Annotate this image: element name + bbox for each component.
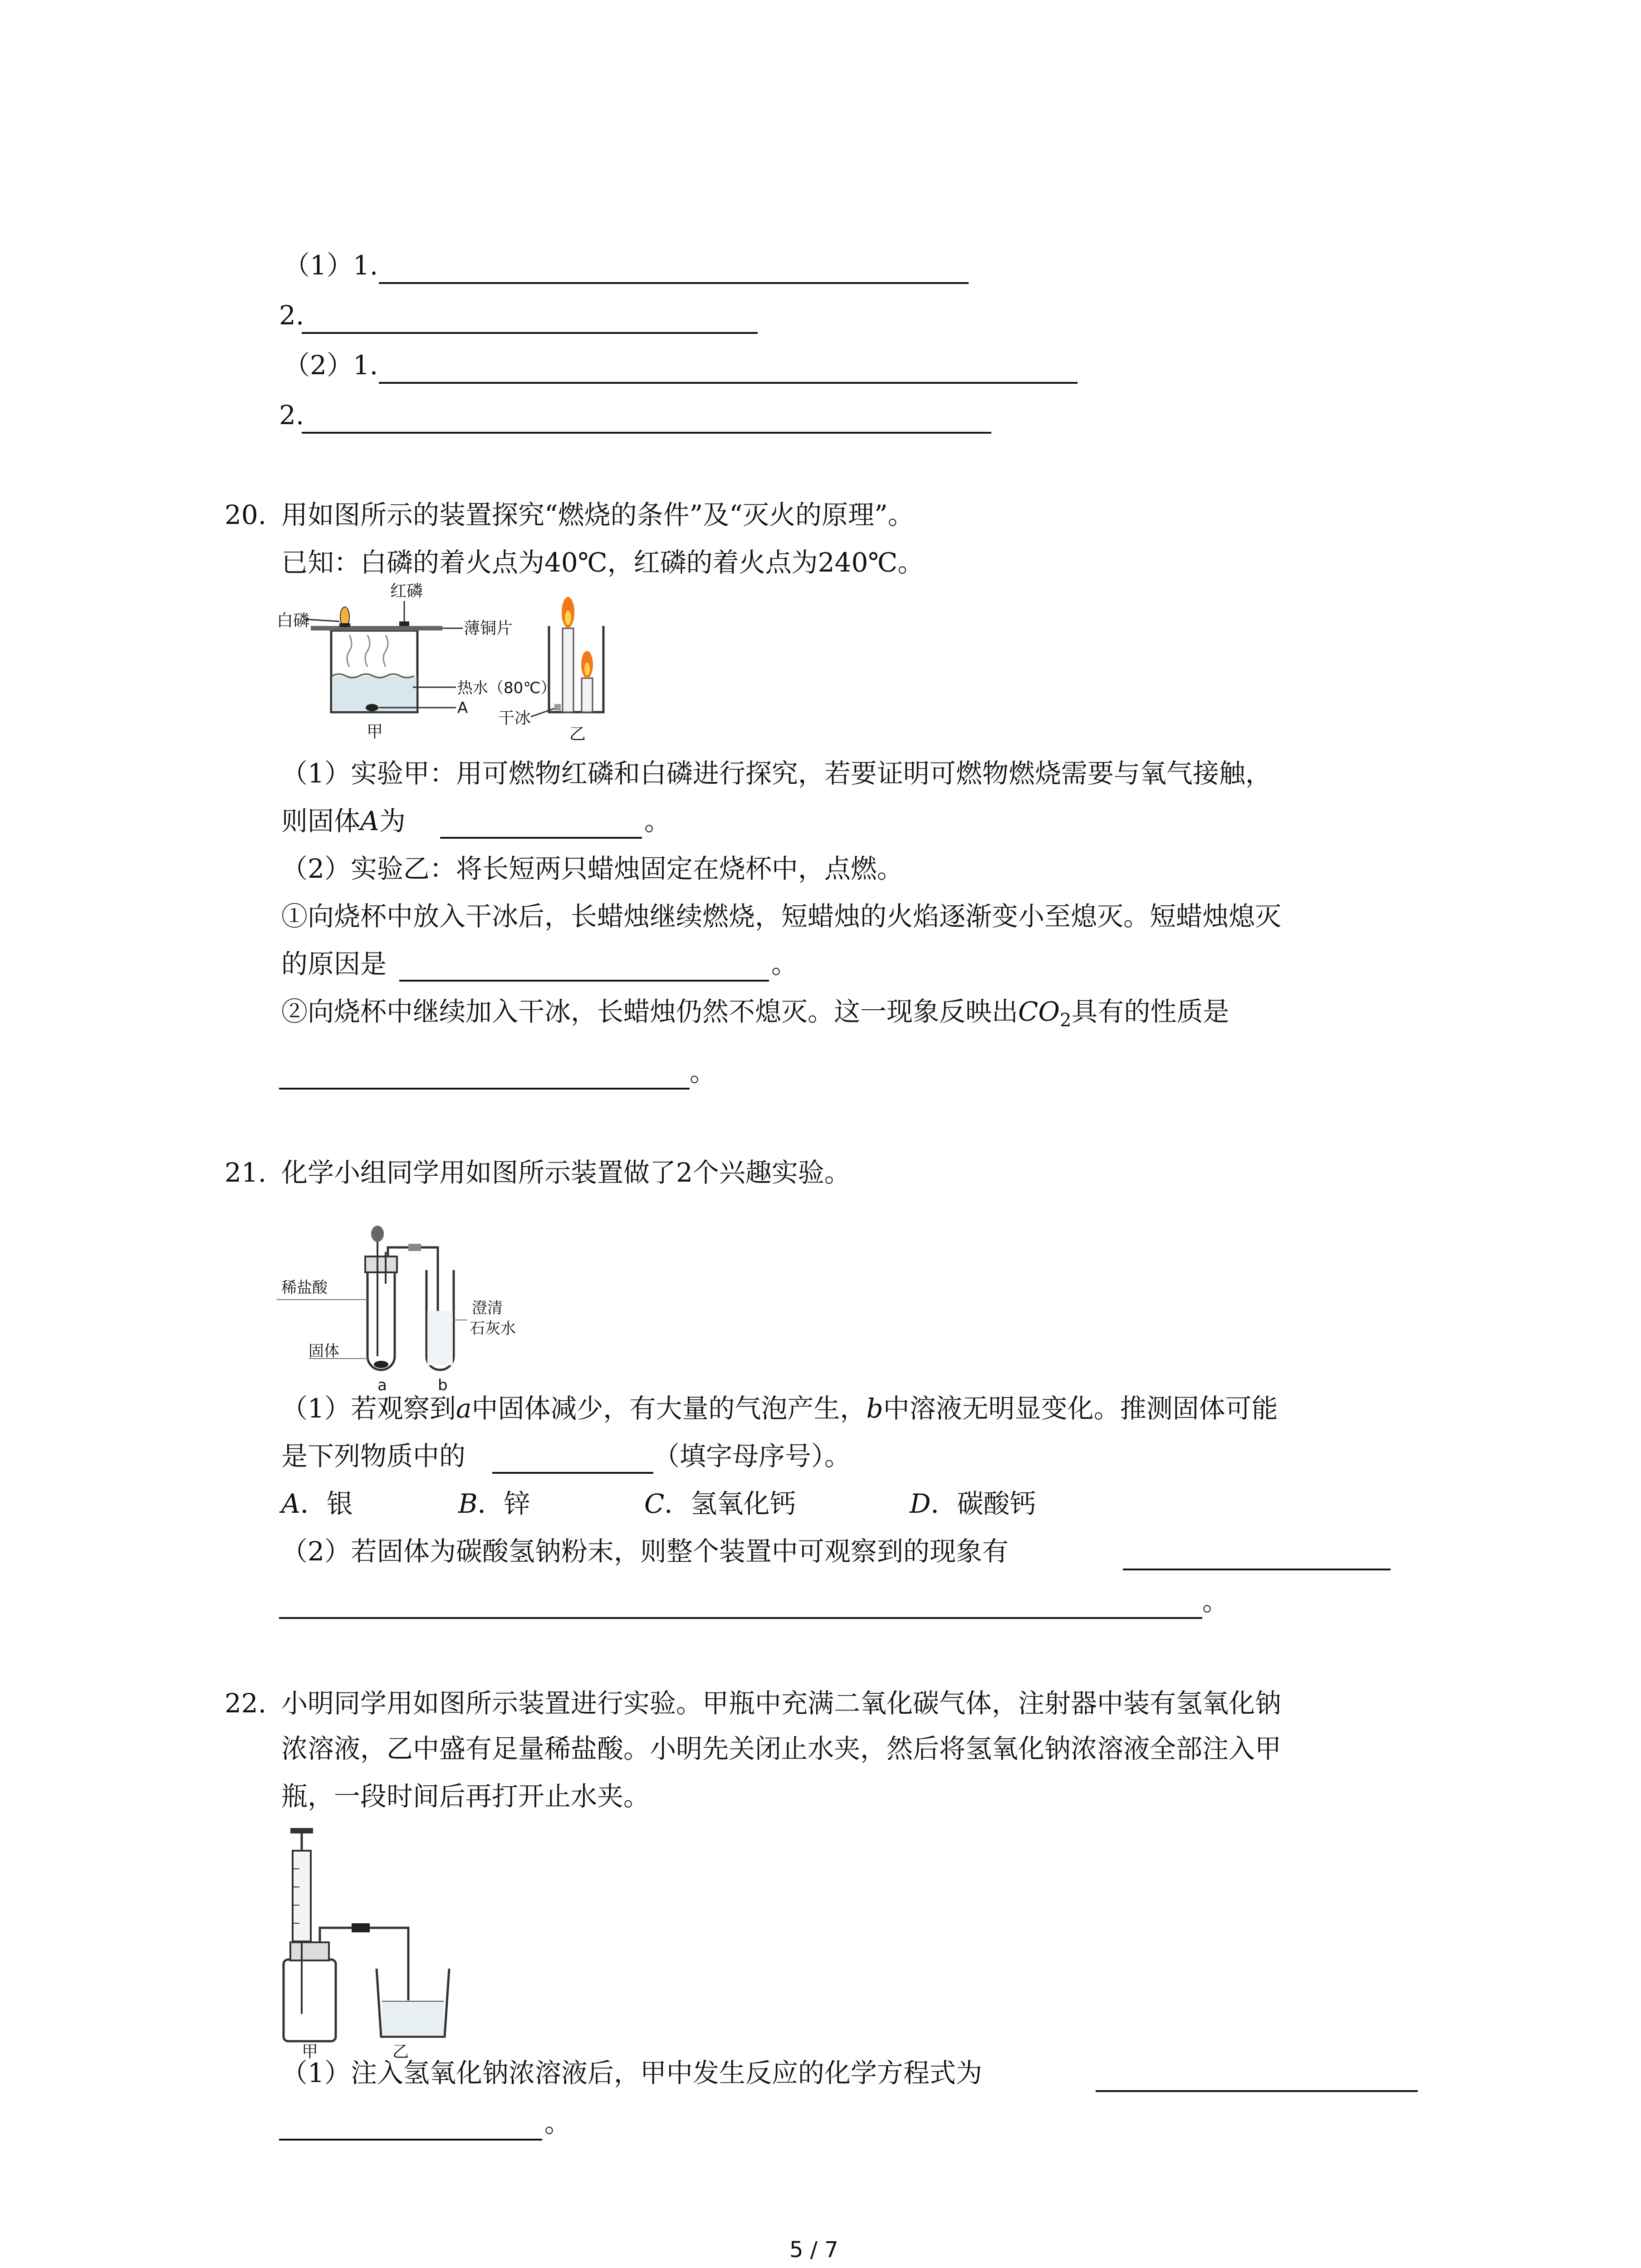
figure-combustion-apparatus [277, 576, 649, 767]
answer-blank-equation-cont[interactable] [279, 2139, 542, 2141]
punct: 。 [690, 1056, 716, 1087]
question-stem-line1: 小明同学用如图所示装置进行实验。甲瓶中充满二氧化碳气体，注射器中装有氢氧化钠 [281, 1688, 1282, 1719]
question-number: 20. [225, 499, 267, 530]
q20-part1-line2 [281, 803, 406, 839]
option-text: ．银 [300, 1488, 353, 1519]
question-stem: 化学小组同学用如图所示装置做了2个兴趣实验。 [281, 1157, 851, 1188]
label-copper-sheet: 薄铜片 [464, 619, 513, 638]
text-segment: 中溶液无明显变化。推测固体可能 [883, 1393, 1278, 1424]
option-letter: D [910, 1488, 931, 1519]
q20-part2-sub1-line2: 的原因是 [281, 948, 387, 979]
page-number: 5 / 7 [789, 2237, 838, 2263]
text-segment: 为 [379, 806, 406, 836]
figure-test-tubes [277, 1220, 572, 1397]
q20-part2: （2）实验乙：将长短两只蜡烛固定在烧杯中，点燃。 [281, 853, 903, 884]
q21-part2: （2）若固体为碳酸氢钠粉末，则整个装置中可观察到的现象有 [281, 1536, 1009, 1567]
answer-blank-equation[interactable] [1096, 2090, 1418, 2092]
label-solid: 固体 [309, 1342, 339, 1360]
variable-a: A [360, 806, 379, 836]
q21-option-d [910, 1486, 1036, 1522]
answer-blank[interactable] [302, 332, 758, 334]
option-text: ．锌 [477, 1488, 530, 1519]
text-segment: 中固体减少，有大量的气泡产生， [471, 1393, 867, 1424]
answer-blank-phenomena[interactable] [1123, 1569, 1391, 1570]
label-dilute-hcl: 稀盐酸 [281, 1279, 328, 1297]
answer-line-label: （2）1. [284, 350, 378, 381]
q21-part1-line1 [281, 1390, 1278, 1427]
q20-part2-sub1-line1: ①向烧杯中放入干冰后，长蜡烛继续燃烧，短蜡烛的火焰逐渐变小至熄灭。短蜡烛熄灭 [281, 901, 1282, 932]
option-letter: B [458, 1488, 478, 1519]
option-text: ．氢氧化钙 [664, 1488, 796, 1519]
question-stem: 用如图所示的装置探究“燃烧的条件”及“灭火的原理”。 [281, 499, 914, 530]
answer-blank-short-candle[interactable] [399, 980, 769, 982]
answer-line-label: 2. [279, 300, 304, 331]
question-number: 21. [225, 1157, 267, 1188]
label-jia: 甲 [367, 723, 383, 741]
question-known: 已知：白磷的着火点为40℃，红磷的着火点为240℃。 [281, 547, 924, 578]
label-tube-a: a [377, 1376, 387, 1394]
q21-part1-line2-a: 是下列物质中的 [281, 1441, 466, 1471]
punct: 。 [1202, 1586, 1229, 1617]
q21-option-a [281, 1486, 353, 1522]
answer-blank-co2-property[interactable] [279, 1088, 690, 1090]
label-bottle-jia: 甲 [302, 2043, 318, 2059]
punct: 。 [544, 2107, 571, 2138]
label-white-phosphorus: 白磷 [277, 611, 310, 630]
q21-option-b [458, 1486, 530, 1522]
answer-blank-phenomena-cont[interactable] [279, 1617, 1202, 1619]
answer-blank[interactable] [379, 382, 1078, 384]
option-letter: C [644, 1488, 665, 1519]
label-hot-water: 热水（80℃） [457, 679, 556, 697]
question-stem-line3: 瓶，一段时间后再打开止水夹。 [281, 1781, 650, 1812]
option-text: ．碳酸钙 [931, 1488, 1036, 1519]
answer-line-label: 2. [279, 400, 304, 430]
q22-part1: （1）注入氢氧化钠浓溶液后，甲中发生反应的化学方程式为 [281, 2058, 982, 2088]
answer-blank[interactable] [302, 432, 991, 434]
variable-a: a [456, 1393, 472, 1424]
formula-co2: CO [1018, 996, 1060, 1027]
label-clear: 澄清 [472, 1299, 503, 1317]
text-segment: 则固体 [281, 806, 361, 836]
q20-part1-line1: （1）实验甲：用可燃物红磷和白磷进行探究，若要证明可燃物燃烧需要与氧气接触， [281, 758, 1272, 789]
answer-blank-solid-a[interactable] [440, 837, 642, 839]
q21-option-c [644, 1486, 796, 1522]
question-stem-line2: 浓溶液，乙中盛有足量稀盐酸。小明先关闭止水夹，然后将氢氧化钠浓溶液全部注入甲 [281, 1733, 1282, 1764]
answer-blank[interactable] [379, 282, 969, 284]
formula-subscript: 2 [1059, 1010, 1072, 1031]
label-tube-b: b [438, 1376, 448, 1394]
label-yi: 乙 [569, 725, 586, 743]
label-beaker-yi: 乙 [392, 2043, 409, 2059]
variable-b: b [866, 1393, 883, 1424]
option-letter: A [281, 1488, 300, 1519]
punct: 。 [644, 806, 671, 836]
q21-part1-line2-b: （填字母序号）。 [653, 1441, 851, 1471]
figure-co2-naoh-apparatus [277, 1823, 467, 2059]
text-segment: ②向烧杯中继续加入干冰，长蜡烛仍然不熄灭。这一现象反映出 [281, 996, 1019, 1027]
label-dry-ice: 干冰 [498, 709, 531, 728]
label-solid-a: A [457, 699, 468, 717]
answer-blank-choice[interactable] [492, 1472, 653, 1474]
label-limewater: 石灰水 [470, 1320, 516, 1338]
label-red-phosphorus: 红磷 [390, 582, 423, 601]
answer-line-label: （1）1. [284, 250, 378, 281]
text-segment: （1）若观察到 [281, 1393, 456, 1424]
question-number: 22. [225, 1688, 267, 1719]
q20-part2-sub2 [281, 993, 1229, 1039]
punct: 。 [771, 948, 798, 979]
text-segment: 具有的性质是 [1071, 996, 1230, 1027]
